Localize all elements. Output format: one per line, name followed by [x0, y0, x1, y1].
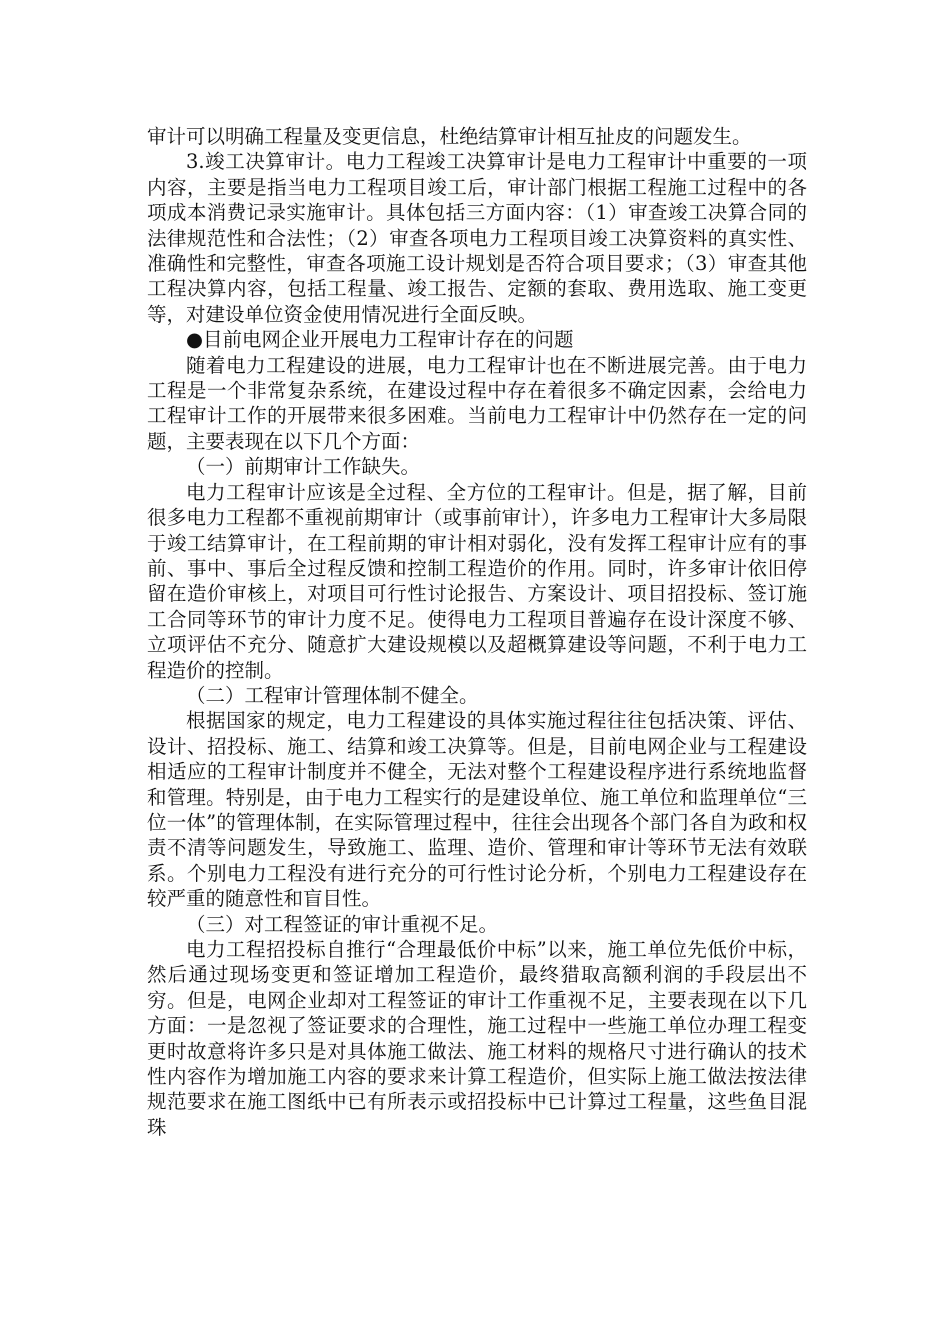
paragraph-visa-audit: 电力工程招投标自推行“合理最低价中标”以来，施工单位先低价中标，然后通过现场变更和签证增加工程造价，最终猎取高额利润的手段层出不穷。但是，电网企业却对工程签证的审计工作重视不足，主要表现在以下几方面：一是忽视了签证要求的合理性，施工过程中一些施工单位办理工程变更时故意将许多只是对具体施工做法、施工材料的规格尺寸进行确认的技术性内容作为增加施工内容的要求来计算工程造价，但实际上施工做法按法律规范要求在施工图纸中已有所表示或招投标中已计算过工程量，这些鱼目混珠 — [147, 938, 807, 1139]
paragraph-final-audit: 3.竣工决算审计。电力工程竣工决算审计是电力工程审计中重要的一项内容，主要是指当电力工程项目竣工后，审计部门根据工程施工过程中的各项成本消费记录实施审计。具体包括三方面内容：（1）审查竣工决算合同的法律规范性和合法性；（2）审查各项电力工程项目竣工决算资料的真实性、准确性和完整性，审查各项施工设计规划是否符合项目要求；（3）审查其他工程决算内容，包括工程量、竣工报告、定额的套取、费用选取、施工变更等，对建设单位资金使用情况进行全面反映。 — [147, 150, 807, 326]
paragraph-problems-intro: 随着电力工程建设的进展，电力工程审计也在不断进展完善。由于电力工程是一个非常复杂系统，在建设过程中存在着很多不确定因素，会给电力工程审计工作的开展带来很多困难。当前电力工程审计中仍然存在一定的问题，主要表现在以下几个方面： — [147, 353, 807, 453]
subheading-1: （一）前期审计工作缺失。 — [186, 455, 421, 479]
section-heading-problems: ●目前电网企业开展电力工程审计存在的问题 — [186, 328, 574, 352]
subheading-2: （二）工程审计管理体制不健全。 — [186, 683, 479, 707]
subheading-3: （三）对工程签证的审计重视不足。 — [186, 912, 499, 936]
paragraph-pre-audit: 电力工程审计应该是全过程、全方位的工程审计。但是，据了解，目前很多电力工程都不重视前期审计（或事前审计），许多电力工程审计大多局限于竣工结算审计，在工程前期的审计相对弱化，没有发挥工程审计应有的事前、事中、事后全过程反馈和控制工程造价的作用。同时，许多审计依旧停留在造价审核上，对项目可行性讨论报告、方案设计、项目招投标、签订施工合同等环节的审计力度不足。使得电力工程项目普遍存在设计深度不够、立项评估不充分、随意扩大建设规模以及超概算建设等问题，不利于电力工程造价的控制。 — [147, 480, 807, 682]
paragraph-continuation: 审计可以明确工程量及变更信息，杜绝结算审计相互扯皮的问题发生。 — [147, 125, 752, 148]
document-body — [147, 124, 807, 1140]
paragraph-management-system: 根据国家的规定，电力工程建设的具体实施过程往往包括决策、评估、设计、招投标、施工、结算和竣工决算等。但是，目前电网企业与工程建设相适应的工程审计制度并不健全，无法对整个工程建设程序进行系统地监督和管理。特别是，由于电力工程实行的是建设单位、施工单位和监理单位“三位一体”的管理体制，在实际管理过程中，往往会出现各个部门各自为政和权责不清等问题发生，导致施工、监理、造价、管理和审计等环节无法有效联系。个别电力工程没有进行充分的可行性讨论分析，个别电力工程建设存在较严重的随意性和盲目性。 — [147, 709, 807, 911]
